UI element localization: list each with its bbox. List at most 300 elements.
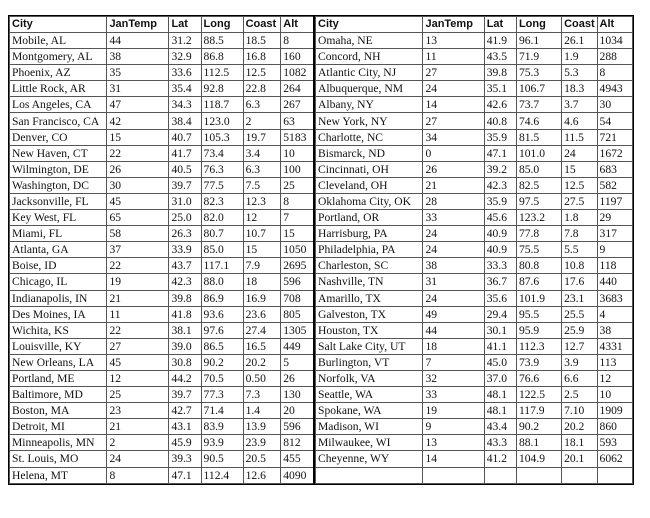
cell-lat: 36.7	[484, 274, 516, 290]
cell-long: 118.7	[201, 97, 243, 113]
cell-alt: 1050	[281, 242, 314, 258]
cell-jantemp: 49	[423, 306, 484, 322]
cell-long: 80.8	[516, 258, 561, 274]
cell-jantemp: 38	[423, 258, 484, 274]
cell-jantemp: 14	[423, 97, 484, 113]
cell-alt: 1672	[597, 145, 632, 161]
cell-alt: 15	[281, 226, 314, 242]
cell-jantemp: 25	[107, 387, 169, 403]
cell-jantemp	[423, 467, 484, 483]
cell-long: 104.9	[516, 451, 561, 467]
cell-long: 71.9	[516, 49, 561, 65]
header-coast: Coast	[243, 17, 281, 33]
header-city: City	[316, 17, 423, 33]
cell-lat: 41.7	[169, 145, 201, 161]
cell-lat: 47.1	[484, 145, 516, 161]
table-row	[10, 435, 315, 451]
cell-coast: 3.9	[562, 354, 597, 370]
cell-city: New Haven, CT	[10, 145, 107, 161]
cell-long: 76.6	[516, 370, 561, 386]
table-row	[316, 145, 633, 161]
cell-lat: 42.3	[169, 274, 201, 290]
cell-lat: 32.9	[169, 49, 201, 65]
cell-coast: 27.4	[243, 322, 281, 338]
cell-city: Bismarck, ND	[316, 145, 423, 161]
cell-lat: 38.1	[169, 322, 201, 338]
cell-alt: 593	[597, 435, 632, 451]
header-long: Long	[516, 17, 561, 33]
cell-alt: 6062	[597, 451, 632, 467]
table-row	[316, 467, 633, 483]
cell-jantemp: 22	[107, 145, 169, 161]
cell-jantemp: 9	[423, 419, 484, 435]
cell-coast: 22.8	[243, 81, 281, 97]
cell-city: Charlotte, NC	[316, 129, 423, 145]
cell-city: Seattle, WA	[316, 387, 423, 403]
cell-lat: 40.8	[484, 113, 516, 129]
cell-coast: 15	[562, 161, 597, 177]
cell-alt: 1082	[281, 65, 314, 81]
cell-jantemp: 19	[423, 403, 484, 419]
cell-city: Denver, CO	[10, 129, 107, 145]
table-row	[316, 387, 633, 403]
cell-alt: 267	[281, 97, 314, 113]
header-coast: Coast	[562, 17, 597, 33]
table-row	[316, 210, 633, 226]
cell-jantemp: 11	[423, 49, 484, 65]
cell-city: Indianapolis, IN	[10, 290, 107, 306]
header-jantemp: JanTemp	[423, 17, 484, 33]
cell-lat: 43.1	[169, 419, 201, 435]
cell-long: 93.6	[201, 306, 243, 322]
cell-lat	[484, 467, 516, 483]
cell-long: 86.9	[201, 290, 243, 306]
cell-alt: 264	[281, 81, 314, 97]
cell-long: 75.3	[516, 65, 561, 81]
cell-alt: 10	[597, 387, 632, 403]
table-row	[316, 451, 633, 467]
cell-city: St. Louis, MO	[10, 451, 107, 467]
header-lat: Lat	[169, 17, 201, 33]
cell-lat: 29.4	[484, 306, 516, 322]
cell-alt: 8	[597, 65, 632, 81]
cell-lat: 33.3	[484, 258, 516, 274]
cell-lat: 30.1	[484, 322, 516, 338]
cell-long: 101.9	[516, 290, 561, 306]
cell-coast: 25.5	[562, 306, 597, 322]
cell-lat: 43.7	[169, 258, 201, 274]
cell-alt: 7	[281, 210, 314, 226]
cell-lat: 42.7	[169, 403, 201, 419]
cell-city: Des Moines, IA	[10, 306, 107, 322]
cell-coast	[562, 467, 597, 483]
header-alt: Alt	[597, 17, 632, 33]
table-row	[316, 370, 633, 386]
cell-jantemp: 0	[423, 145, 484, 161]
cell-lat: 35.9	[484, 129, 516, 145]
table-row	[10, 49, 315, 65]
cell-city: Phoenix, AZ	[10, 65, 107, 81]
cell-jantemp: 27	[107, 338, 169, 354]
cell-lat: 48.1	[484, 387, 516, 403]
cell-coast: 7.9	[243, 258, 281, 274]
cell-long: 73.9	[516, 354, 561, 370]
cell-lat: 39.7	[169, 387, 201, 403]
table-row	[10, 467, 315, 483]
cell-jantemp: 7	[423, 354, 484, 370]
header-row	[10, 17, 315, 33]
cell-alt: 596	[281, 274, 314, 290]
cell-long: 86.8	[201, 49, 243, 65]
cell-lat: 47.1	[169, 467, 201, 483]
cell-lat: 40.7	[169, 129, 201, 145]
table-row	[316, 65, 633, 81]
cell-city: Milwaukee, WI	[316, 435, 423, 451]
cell-long: 87.6	[516, 274, 561, 290]
cell-city: Albuquerque, NM	[316, 81, 423, 97]
right-table-body	[316, 33, 633, 484]
cell-coast: 18	[243, 274, 281, 290]
cell-alt: 4943	[597, 81, 632, 97]
cell-jantemp: 44	[107, 33, 169, 49]
table-row	[10, 338, 315, 354]
cell-lat: 42.3	[484, 177, 516, 193]
cell-coast: 5.5	[562, 242, 597, 258]
table-row	[316, 338, 633, 354]
cell-alt: 4331	[597, 338, 632, 354]
cell-long: 85.0	[516, 161, 561, 177]
table-row	[10, 290, 315, 306]
cell-long: 93.9	[201, 435, 243, 451]
header-long: Long	[201, 17, 243, 33]
cell-alt: 25	[281, 177, 314, 193]
table-row	[316, 322, 633, 338]
cell-city: Burlington, VT	[316, 354, 423, 370]
cell-lat: 48.1	[484, 403, 516, 419]
cell-coast: 7.5	[243, 177, 281, 193]
cell-city: Wichita, KS	[10, 322, 107, 338]
cell-jantemp: 26	[423, 161, 484, 177]
cell-lat: 35.6	[484, 290, 516, 306]
cell-city: Wilmington, DE	[10, 161, 107, 177]
cell-coast: 12.6	[243, 467, 281, 483]
cell-coast: 2.5	[562, 387, 597, 403]
cell-long: 70.5	[201, 370, 243, 386]
cell-city: Helena, MT	[10, 467, 107, 483]
cell-alt: 8	[281, 33, 314, 49]
table-row	[316, 258, 633, 274]
table-row	[316, 97, 633, 113]
table-row	[10, 161, 315, 177]
header-alt: Alt	[281, 17, 314, 33]
city-temperature-table	[8, 15, 634, 485]
cell-jantemp: 65	[107, 210, 169, 226]
cell-alt: 455	[281, 451, 314, 467]
cell-lat: 39.3	[169, 451, 201, 467]
cell-long: 96.1	[516, 33, 561, 49]
cell-coast: 5.3	[562, 65, 597, 81]
cell-city: Louisville, KY	[10, 338, 107, 354]
table-row	[10, 258, 315, 274]
cell-lat: 35.1	[484, 81, 516, 97]
cell-coast: 12	[243, 210, 281, 226]
cell-coast: 0.50	[243, 370, 281, 386]
table-row	[316, 306, 633, 322]
cell-alt: 54	[597, 113, 632, 129]
cell-alt: 1034	[597, 33, 632, 49]
table-row	[316, 290, 633, 306]
cell-jantemp: 24	[423, 242, 484, 258]
cell-jantemp: 23	[107, 403, 169, 419]
cell-jantemp: 24	[423, 226, 484, 242]
cell-city: Oklahoma City, OK	[316, 193, 423, 209]
cell-coast: 27.5	[562, 193, 597, 209]
cell-city: Omaha, NE	[316, 33, 423, 49]
cell-lat: 41.9	[484, 33, 516, 49]
cell-alt: 860	[597, 419, 632, 435]
cell-coast: 12.7	[562, 338, 597, 354]
cell-long: 97.5	[516, 193, 561, 209]
cell-lat: 30.8	[169, 354, 201, 370]
cell-alt: 596	[281, 419, 314, 435]
cell-city: Cheyenne, WY	[316, 451, 423, 467]
table-row	[316, 354, 633, 370]
cell-coast: 1.8	[562, 210, 597, 226]
cell-long: 86.5	[201, 338, 243, 354]
cell-jantemp: 28	[423, 193, 484, 209]
cell-long: 101.0	[516, 145, 561, 161]
cell-city: San Francisco, CA	[10, 113, 107, 129]
cell-jantemp: 31	[107, 81, 169, 97]
cell-coast: 18.5	[243, 33, 281, 49]
table-row	[10, 65, 315, 81]
cell-city: Houston, TX	[316, 322, 423, 338]
cell-city	[316, 467, 423, 483]
cell-alt: 113	[597, 354, 632, 370]
table-row	[316, 435, 633, 451]
cell-long: 83.9	[201, 419, 243, 435]
cell-long: 81.5	[516, 129, 561, 145]
cell-jantemp: 18	[423, 338, 484, 354]
cell-city: Spokane, WA	[316, 403, 423, 419]
cell-lat: 43.5	[484, 49, 516, 65]
cell-jantemp: 2	[107, 435, 169, 451]
cell-alt: 100	[281, 161, 314, 177]
left-table	[9, 16, 315, 484]
cell-city: Amarillo, TX	[316, 290, 423, 306]
table-row	[316, 33, 633, 49]
cell-coast: 16.9	[243, 290, 281, 306]
cell-lat: 39.0	[169, 338, 201, 354]
cell-lat: 45.9	[169, 435, 201, 451]
cell-long: 117.9	[516, 403, 561, 419]
cell-city: Concord, NH	[316, 49, 423, 65]
cell-coast: 19.7	[243, 129, 281, 145]
cell-coast: 16.8	[243, 49, 281, 65]
cell-jantemp: 22	[107, 258, 169, 274]
cell-jantemp: 26	[107, 161, 169, 177]
table-row	[10, 145, 315, 161]
table-row	[10, 370, 315, 386]
cell-lat: 41.8	[169, 306, 201, 322]
cell-lat: 40.5	[169, 161, 201, 177]
table-row	[316, 161, 633, 177]
cell-long: 77.8	[516, 226, 561, 242]
cell-lat: 43.4	[484, 419, 516, 435]
table-row	[10, 419, 315, 435]
cell-city: Salt Lake City, UT	[316, 338, 423, 354]
cell-city: Montgomery, AL	[10, 49, 107, 65]
table-row	[10, 403, 315, 419]
cell-lat: 33.6	[169, 65, 201, 81]
cell-city: New York, NY	[316, 113, 423, 129]
cell-jantemp: 33	[423, 210, 484, 226]
cell-alt: 20	[281, 403, 314, 419]
cell-coast: 18.1	[562, 435, 597, 451]
cell-city: Galveston, TX	[316, 306, 423, 322]
table-row	[316, 193, 633, 209]
cell-long: 112.4	[201, 467, 243, 483]
table-row	[10, 33, 315, 49]
cell-lat: 45.6	[484, 210, 516, 226]
cell-city: Portland, OR	[316, 210, 423, 226]
cell-jantemp: 12	[107, 370, 169, 386]
cell-lat: 44.2	[169, 370, 201, 386]
cell-coast: 6.6	[562, 370, 597, 386]
cell-long: 123.0	[201, 113, 243, 129]
cell-coast: 6.3	[243, 97, 281, 113]
cell-coast: 24	[562, 145, 597, 161]
cell-coast: 20.1	[562, 451, 597, 467]
cell-long: 106.7	[516, 81, 561, 97]
cell-lat: 42.6	[484, 97, 516, 113]
header-jantemp: JanTemp	[107, 17, 169, 33]
cell-lat: 34.3	[169, 97, 201, 113]
cell-coast: 20.5	[243, 451, 281, 467]
cell-jantemp: 15	[107, 129, 169, 145]
cell-long	[516, 467, 561, 483]
cell-alt	[597, 467, 632, 483]
cell-lat: 41.1	[484, 338, 516, 354]
cell-coast: 6.3	[243, 161, 281, 177]
cell-long: 90.2	[201, 354, 243, 370]
cell-long: 77.3	[201, 387, 243, 403]
cell-alt: 721	[597, 129, 632, 145]
cell-coast: 16.5	[243, 338, 281, 354]
cell-alt: 9	[597, 242, 632, 258]
cell-alt: 10	[281, 145, 314, 161]
table-row	[10, 113, 315, 129]
cell-lat: 39.2	[484, 161, 516, 177]
cell-alt: 708	[281, 290, 314, 306]
cell-long: 71.4	[201, 403, 243, 419]
cell-alt: 2695	[281, 258, 314, 274]
cell-jantemp: 24	[423, 81, 484, 97]
cell-lat: 31.0	[169, 193, 201, 209]
cell-jantemp: 45	[107, 354, 169, 370]
cell-city: Detroit, MI	[10, 419, 107, 435]
cell-long: 95.9	[516, 322, 561, 338]
cell-long: 77.5	[201, 177, 243, 193]
cell-city: Charleston, SC	[316, 258, 423, 274]
table-row	[10, 387, 315, 403]
cell-coast: 23.1	[562, 290, 597, 306]
cell-city: Los Angeles, CA	[10, 97, 107, 113]
cell-long: 123.2	[516, 210, 561, 226]
header-city: City	[10, 17, 107, 33]
cell-alt: 683	[597, 161, 632, 177]
cell-city: Madison, WI	[316, 419, 423, 435]
cell-city: Little Rock, AR	[10, 81, 107, 97]
cell-city: Philadelphia, PA	[316, 242, 423, 258]
left-table-body	[10, 33, 315, 484]
cell-city: Atlanta, GA	[10, 242, 107, 258]
cell-long: 82.3	[201, 193, 243, 209]
cell-alt: 26	[281, 370, 314, 386]
cell-alt: 12	[597, 370, 632, 386]
cell-jantemp: 42	[107, 113, 169, 129]
cell-jantemp: 31	[423, 274, 484, 290]
cell-jantemp: 24	[107, 451, 169, 467]
cell-coast: 4.6	[562, 113, 597, 129]
cell-alt: 1305	[281, 322, 314, 338]
cell-lat: 43.3	[484, 435, 516, 451]
cell-lat: 26.3	[169, 226, 201, 242]
cell-long: 105.3	[201, 129, 243, 145]
cell-alt: 5	[281, 354, 314, 370]
cell-long: 95.5	[516, 306, 561, 322]
cell-lat: 40.9	[484, 226, 516, 242]
cell-lat: 39.8	[169, 290, 201, 306]
cell-lat: 39.8	[484, 65, 516, 81]
cell-alt: 805	[281, 306, 314, 322]
cell-coast: 17.6	[562, 274, 597, 290]
cell-coast: 10.7	[243, 226, 281, 242]
cell-alt: 582	[597, 177, 632, 193]
cell-long: 82.0	[201, 210, 243, 226]
cell-lat: 45.0	[484, 354, 516, 370]
cell-alt: 29	[597, 210, 632, 226]
cell-jantemp: 38	[107, 49, 169, 65]
cell-lat: 37.0	[484, 370, 516, 386]
cell-coast: 7.8	[562, 226, 597, 242]
cell-city: Key West, FL	[10, 210, 107, 226]
cell-long: 88.5	[201, 33, 243, 49]
cell-alt: 38	[597, 322, 632, 338]
cell-coast: 26.1	[562, 33, 597, 49]
cell-long: 73.4	[201, 145, 243, 161]
table-row	[316, 242, 633, 258]
cell-jantemp: 35	[107, 65, 169, 81]
cell-coast: 18.3	[562, 81, 597, 97]
cell-long: 82.5	[516, 177, 561, 193]
cell-coast: 20.2	[243, 354, 281, 370]
cell-coast: 1.9	[562, 49, 597, 65]
cell-alt: 63	[281, 113, 314, 129]
cell-jantemp: 11	[107, 306, 169, 322]
cell-long: 90.5	[201, 451, 243, 467]
cell-coast: 11.5	[562, 129, 597, 145]
cell-coast: 13.9	[243, 419, 281, 435]
cell-alt: 160	[281, 49, 314, 65]
cell-jantemp: 32	[423, 370, 484, 386]
cell-coast: 3.7	[562, 97, 597, 113]
cell-jantemp: 22	[107, 322, 169, 338]
cell-coast: 7.10	[562, 403, 597, 419]
cell-lat: 31.2	[169, 33, 201, 49]
table-row	[316, 403, 633, 419]
header-row	[316, 17, 633, 33]
